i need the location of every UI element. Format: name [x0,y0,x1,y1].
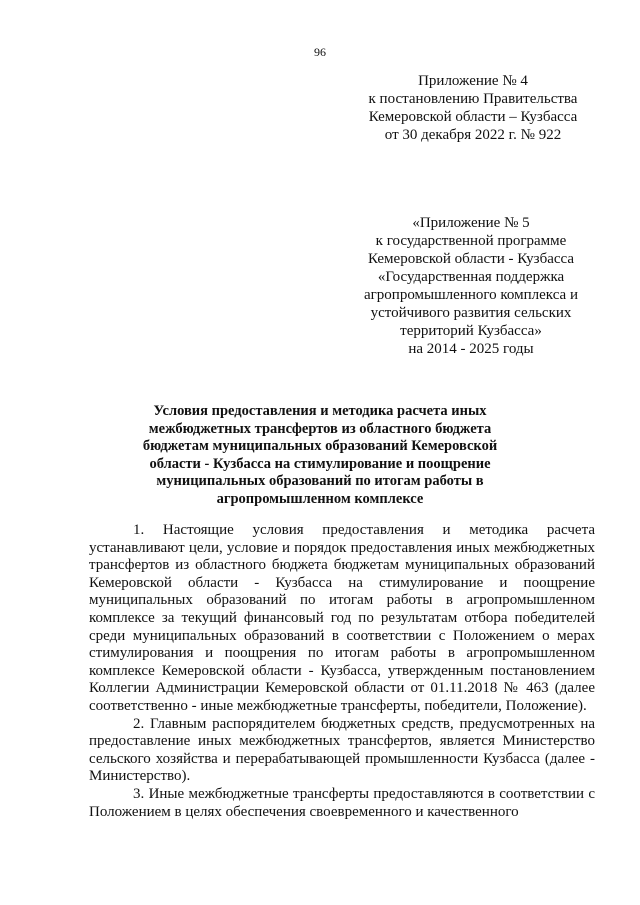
title-line: агропромышленном комплексе [216,490,424,507]
attachment-5-line: «Приложение № 5 [412,215,530,231]
paragraph-3: 3. Иные межбюджетные трансферты предоставляются в соответствии с Положением в целях обеспечения своевременного и качественного [89,785,595,820]
attachment-4-header [340,72,606,144]
attachment-4-line: Кемеровской области – Кузбасса [368,109,578,125]
attachment-4-line: от 30 декабря 2022 г. № 922 [384,127,562,143]
attachment-5-line: на 2014 - 2025 годы [408,341,534,357]
title-line: бюджетам муниципальных образований Кемеровской [142,438,498,454]
attachment-5-line: к государственной программе [375,233,567,249]
attachment-5-line: устойчивого развития сельских [370,305,572,321]
attachment-5-header [326,214,616,358]
paragraph-2: 2. Главным распорядителем бюджетных средств, предусмотренных на предоставление иных межбюджетных трансфертов, является Министерство сельского хозяйства и перерабатывающей промышленности Кузбасса (далее - Министерство). [89,715,595,785]
title-line: муниципальных образований по итогам работы в [156,473,484,489]
attachment-5-line: агропромышленного комплекса и [364,287,578,303]
document-title [120,403,520,508]
attachment-5-line: территорий Кузбасса» [400,323,542,339]
attachment-4-line: Приложение № 4 [418,73,528,89]
title-line: Условия предоставления и методика расчета иных [153,403,487,419]
attachment-5-line: Кемеровской области - Кузбасса [367,251,575,267]
page-number: 96 [314,45,326,59]
title-line: области - Кузбасса на стимулирование и поощрение [149,455,491,472]
title-line: межбюджетных трансфертов из областного бюджета [148,420,492,437]
attachment-4-line: к постановлению Правительства [368,91,578,107]
document-body [89,522,595,821]
attachment-5-line: «Государственная поддержка [377,269,565,285]
paragraph-1: 1. Настоящие условия предоставления и методика расчета устанавливают цели, условие и порядок предоставления иных межбюджетных трансфертов из областного бюджета бюджетам муниципальных образований Кемеровской области - Кузбасса на стимулирование и поощрение муниципальных образований по итогам работы в агропромышленном комплексе за текущий финансовый год по результатам отбора победителей среди муниципальных образований в соответствии с Положением о мерах стимулирования и поощрения по итогам работы в агропромышленном комплексе Кемеровской области - Кузбасса, утвержденным постановлением Коллегии Администрации Кемеровской области от 01.11.2018 № 463 (далее соответственно - иные межбюджетные трансферты, победители, Положение). [89,522,595,714]
